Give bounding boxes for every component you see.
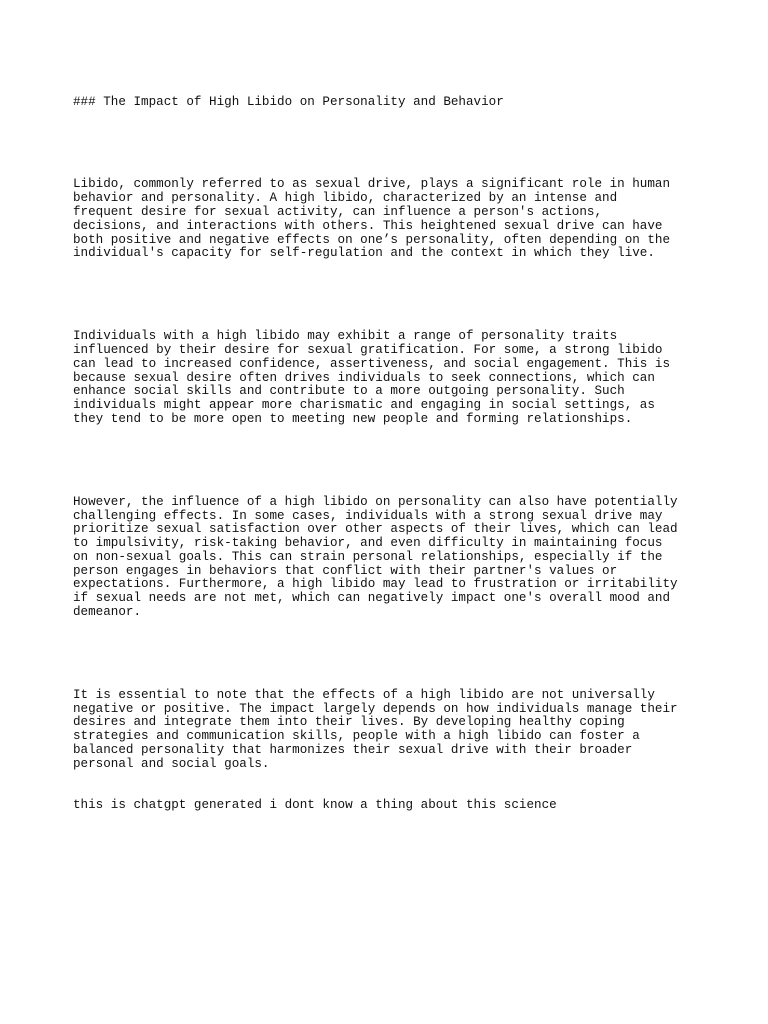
paragraph-positive-traits: Individuals with a high libido may exhibit a range of personality traits influenced by their desire for sexual gratification. For some, a strong libido can lead to increased confidence, assertiveness, and social engagement. This is because sexual desire often drives individuals to seek connections, which can enhance social skills and contribute to a more outgoing personality. Such individuals might appear more charismatic and engaging in social settings, as they tend to be more open to meeting new people and forming relationships. xyxy=(73,329,671,426)
paragraph-conclusion: It is essential to note that the effects of a high libido are not universally negative or positive. The impact largely depends on how individuals manage their desires and integrate them into their lives. By developing healthy coping strategies and communication skills, people with a high libido can foster a balanced personality that harmonizes their sexual drive with their broader personal and social goals. xyxy=(73,687,678,771)
paragraph-spacer xyxy=(73,289,713,303)
paragraph-spacer xyxy=(73,647,713,661)
document-body xyxy=(73,68,713,841)
paragraph-spacer xyxy=(73,137,713,151)
paragraph-intro: Libido, commonly referred to as sexual drive, plays a significant role in human behavior and personality. A high libido, characterized by an intense and frequent desire for sexual activity, can influence a person's actions, decisions, and interactions with others. This heightened sexual drive can have both positive and negative effects on one’s personality, often depending on the individual's capacity for self-regulation and the context in which they live. xyxy=(73,177,671,261)
document-heading: ### The Impact of High Libido on Personality and Behavior xyxy=(73,94,504,109)
footnote-text: this is chatgpt generated i dont know a thing about this science xyxy=(73,798,557,813)
paragraph-challenges: However, the influence of a high libido on personality can also have potentially challenging effects. In some cases, individuals with a strong sexual drive may prioritize sexual satisfaction over other aspects of their lives, which can lead to impulsivity, risk-taking behavior, and even difficulty in maintaining focus on non-sexual goals. This can strain personal relationships, especially if the person engages in behaviors that conflict with their partner's values or expectations. Furthermore, a high libido may lead to frustration or irritability if sexual needs are not met, which can negatively impact one's overall mood and demeanor. xyxy=(73,494,678,620)
paragraph-spacer xyxy=(73,454,713,468)
